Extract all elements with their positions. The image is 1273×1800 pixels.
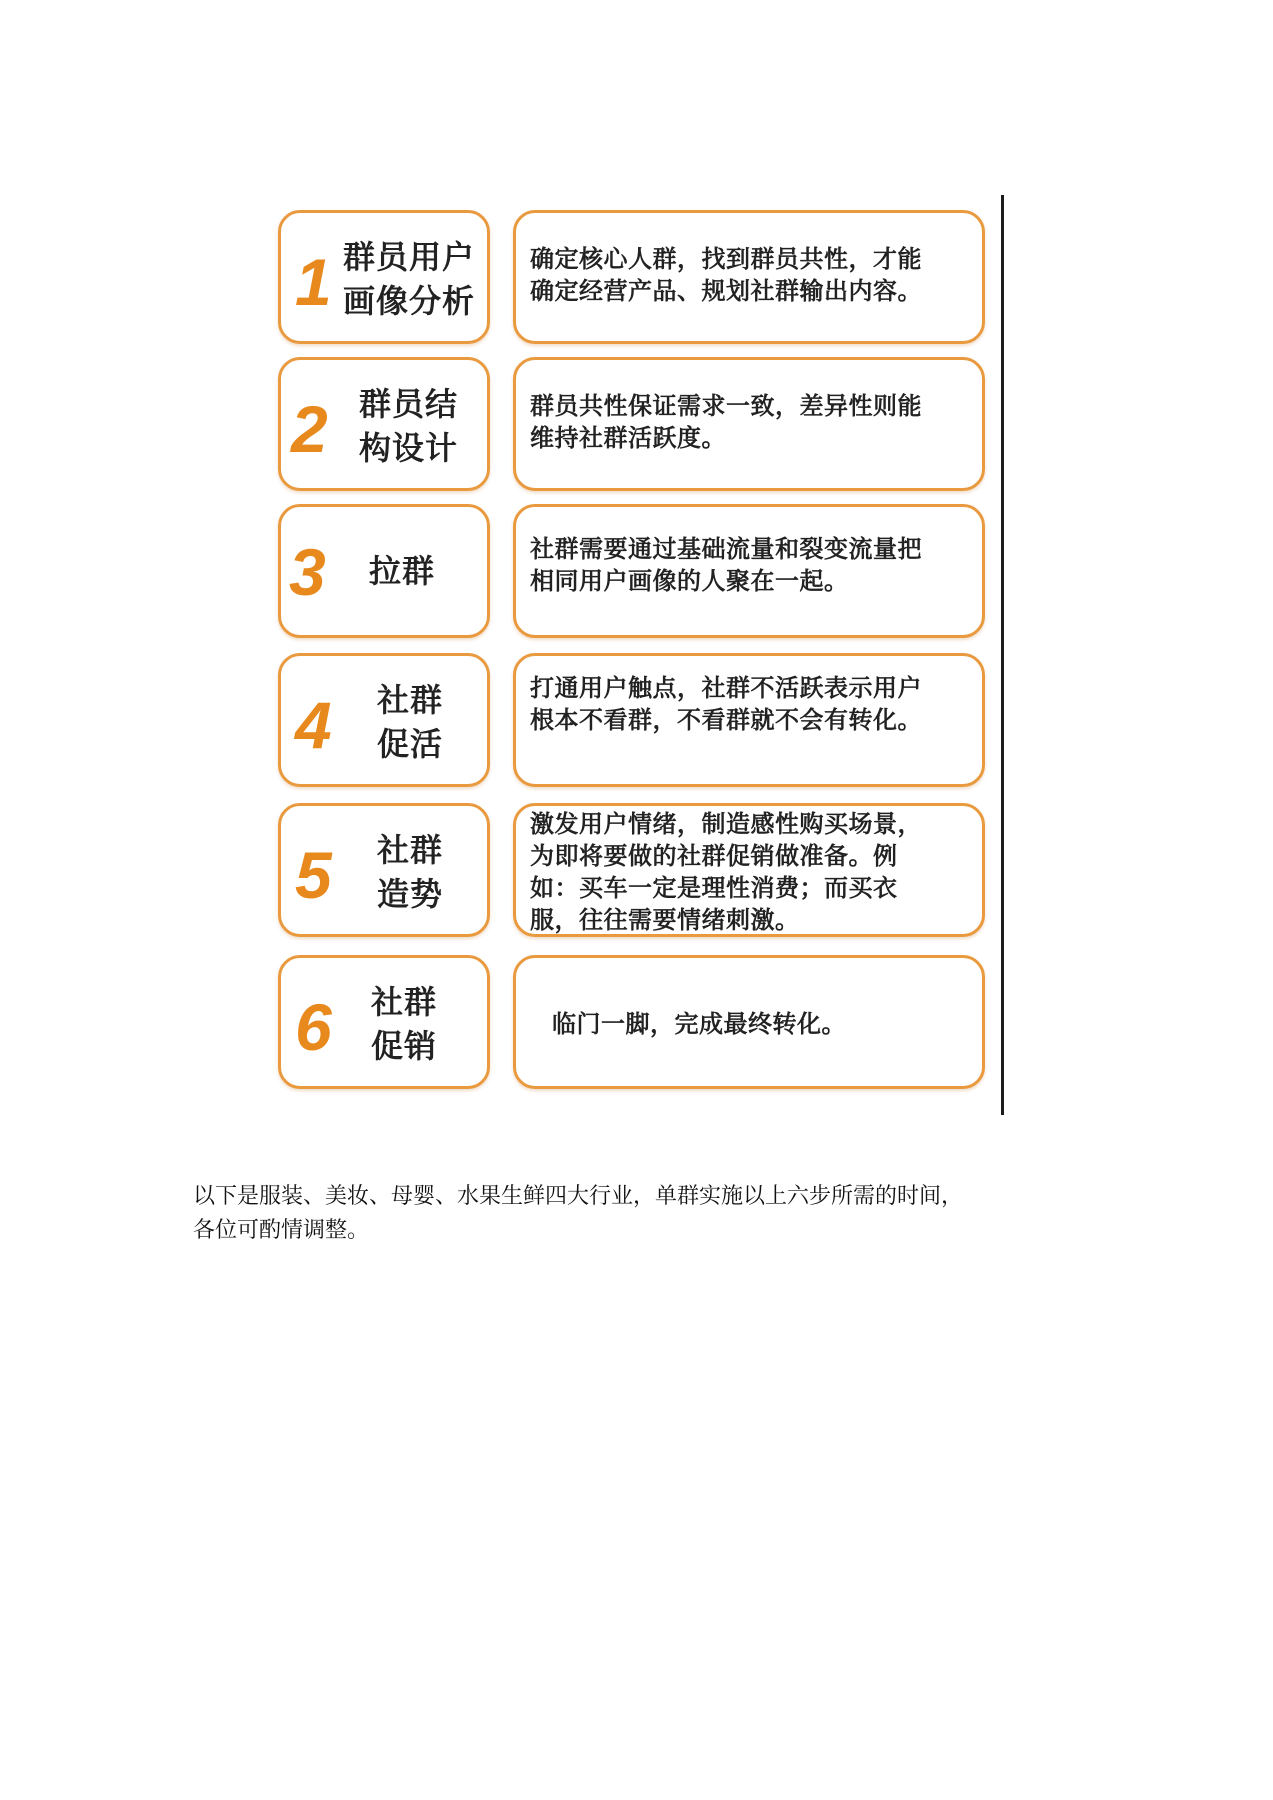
step-number: 4	[295, 688, 332, 762]
step-row-6	[278, 955, 988, 1095]
step-row-1	[278, 210, 988, 350]
vertical-divider	[1001, 195, 1004, 1115]
step-description-card	[513, 955, 985, 1089]
step-description-card	[513, 357, 985, 491]
step-title: 群员结 构设计	[359, 385, 459, 467]
step-row-3	[278, 504, 988, 644]
step-label-card	[278, 504, 490, 638]
step-description: 确定核心人群，找到群员共性，才能 确定经营产品、规划社群输出内容。	[530, 245, 922, 305]
step-label-card	[278, 210, 490, 344]
step-label-card	[278, 357, 490, 491]
step-label-card	[278, 653, 490, 787]
step-label-card	[278, 955, 490, 1089]
step-title: 社群 造势	[377, 831, 444, 913]
step-description: 群员共性保证需求一致，差异性则能 维持社群活跃度。	[530, 392, 922, 452]
step-number: 5	[295, 838, 332, 912]
step-number: 6	[295, 990, 332, 1064]
step-description-card	[513, 210, 985, 344]
step-title: 社群 促活	[377, 681, 444, 763]
step-description: 激发用户情绪，制造感性购买场景， 为即将要做的社群促销做准备。例 如：买车一定是理性消费；而买衣 服，往往需要情绪刺激。	[530, 810, 922, 934]
step-description: 临门一脚，完成最终转化。	[552, 1010, 846, 1038]
step-description: 打通用户触点，社群不活跃表示用户 根本不看群，不看群就不会有转化。	[530, 674, 922, 734]
step-description: 社群需要通过基础流量和裂变流量把 相同用户画像的人聚在一起。	[530, 535, 922, 595]
step-title: 社群 促销	[371, 983, 438, 1065]
step-description-card	[513, 653, 985, 787]
step-row-5	[278, 803, 988, 943]
step-row-2	[278, 357, 988, 497]
step-title: 群员用户 画像分析	[343, 238, 476, 320]
step-row-4	[278, 653, 988, 793]
step-description-card	[513, 504, 985, 638]
step-number: 3	[289, 535, 326, 609]
step-title: 拉群	[369, 552, 436, 590]
step-number: 2	[291, 392, 328, 466]
caption-paragraph: 以下是服装、美妆、母婴、水果生鲜四大行业，单群实施以上六步所需的时间， 各位可酌情调整。	[193, 1184, 964, 1243]
step-label-card	[278, 803, 490, 937]
step-description-card	[513, 803, 985, 937]
step-number: 1	[295, 245, 332, 319]
